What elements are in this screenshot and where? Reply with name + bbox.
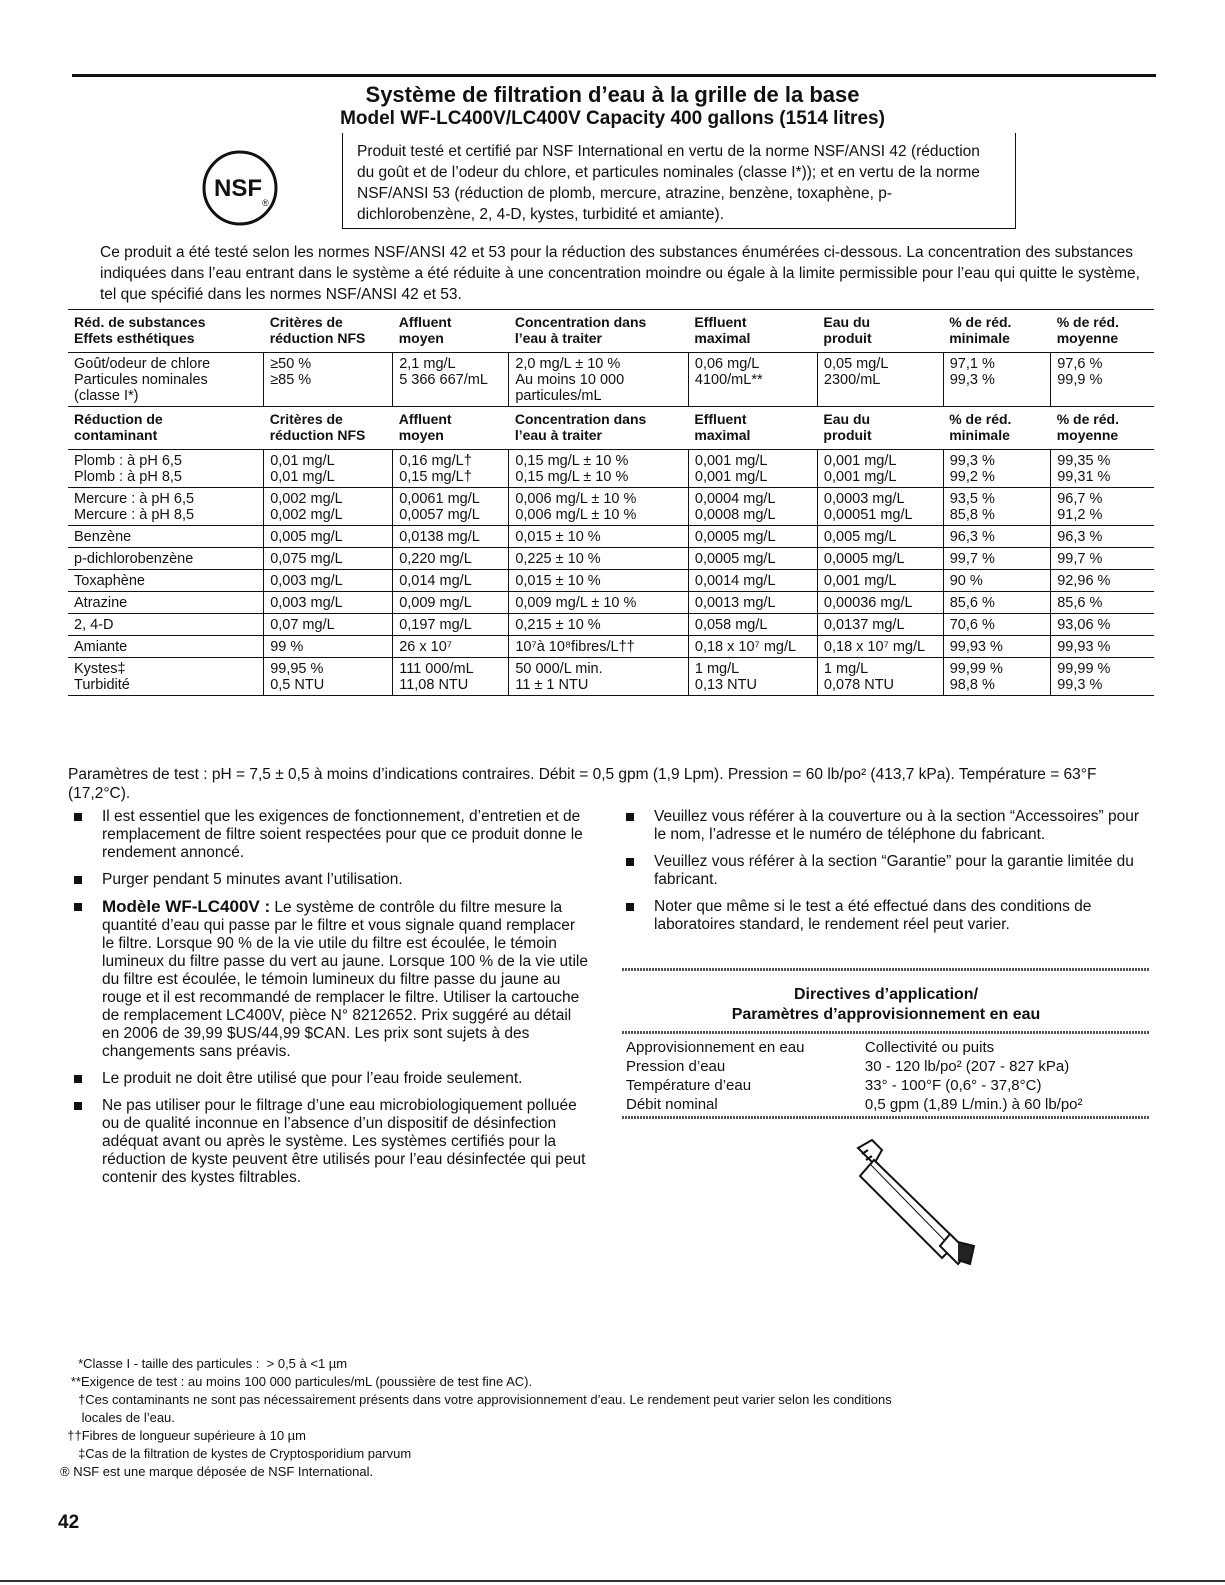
- table-row: [68, 614, 1154, 636]
- directive-label: Débit nominal: [626, 1096, 718, 1113]
- bullet-text: Noter que même si le test a été effectué dans des conditions de laboratoires standard, le rendement réel peut varier.: [654, 898, 1092, 933]
- list-item: [68, 1097, 590, 1187]
- bottom-rule: [0, 1580, 1225, 1582]
- table-cell: 99,3 % 99,2 %: [943, 450, 1051, 488]
- table-cell: 99 %: [264, 636, 393, 658]
- table-cell: 96,3 %: [943, 526, 1051, 548]
- table-cell: 0,0003 mg/L 0,00051 mg/L: [817, 488, 943, 526]
- table-row: [68, 526, 1154, 548]
- table-cell: Plomb : à pH 6,5 Plomb : à pH 8,5: [74, 453, 182, 485]
- list-item: [620, 898, 1150, 934]
- table-cell: 0,0061 mg/L 0,0057 mg/L: [393, 488, 509, 526]
- application-directives: [622, 968, 1150, 1119]
- table-cell: 0,005 mg/L: [264, 526, 393, 548]
- test-parameters: Paramètres de test : pH = 7,5 ± 0,5 à moins d’indications contraires. Débit = 0,5 gpm (1,9 Lpm). Pression = 60 lb/po² (413,7 kPa). Température = 63°F (17,2°C).: [68, 766, 1097, 802]
- table-cell: Goût/odeur de chlore Particules nominales (classe I*): [74, 356, 211, 404]
- column-header: Affluent moyen: [393, 310, 509, 353]
- directive-row: [622, 1095, 1150, 1114]
- nsf-logo-icon: [200, 148, 280, 228]
- table-cell: 99,7 %: [1051, 548, 1154, 570]
- table-cell: 0,225 ± 10 %: [509, 548, 689, 570]
- directive-label: Température d’eau: [626, 1077, 752, 1094]
- directive-row: [622, 1076, 1150, 1095]
- directive-row: [622, 1057, 1150, 1076]
- table-cell: 97,1 % 99,3 %: [943, 353, 1051, 407]
- divider: [622, 968, 1150, 971]
- column-header: % de réd. minimale: [943, 407, 1051, 450]
- divider: [622, 1116, 1150, 1119]
- model-label: Modèle WF-LC400V :: [102, 897, 271, 916]
- table-cell: 93,5 % 85,8 %: [943, 488, 1051, 526]
- table-cell: 0,0013 mg/L: [688, 592, 817, 614]
- table-cell: Toxaphène: [68, 570, 264, 592]
- table-row: [68, 450, 1154, 488]
- table-cell: 97,6 % 99,9 %: [1051, 353, 1154, 407]
- column-header: Concentration dans l’eau à traiter: [509, 407, 689, 450]
- page-number: 42: [58, 1512, 80, 1533]
- left-column: [68, 808, 590, 1196]
- table-cell: ≥50 % ≥85 %: [264, 353, 393, 407]
- bullet-text: Ne pas utiliser pour le filtrage d’une eau microbiologiquement polluée ou de qualité inconnue en l’absence d’un dispositif de désinfection adéquat avant ou après le système. Les systèmes certifiés pour la réduction de kyste peuvent être utilisés pour l’eau désinfectée qui peut contenir des kystes filtrables.: [102, 1097, 586, 1186]
- list-item: [68, 1070, 590, 1088]
- column-header: Eau du produit: [817, 310, 943, 353]
- page-subtitle: Model WF-LC400V/LC400V Capacity 400 gallons (1514 litres): [340, 108, 885, 129]
- column-header: Critères de réduction NFS: [264, 407, 393, 450]
- column-header: % de réd. moyenne: [1051, 407, 1154, 450]
- table-cell: 0,15 mg/L ± 10 % 0,15 mg/L ± 10 %: [509, 450, 689, 488]
- table-cell: 99,95 % 0,5 NTU: [264, 658, 393, 696]
- table-cell: 99,99 % 99,3 %: [1051, 658, 1154, 696]
- table-cell: 0,0005 mg/L: [688, 548, 817, 570]
- table-cell: 90 %: [943, 570, 1051, 592]
- table-row: [68, 636, 1154, 658]
- table-cell: 96,7 % 91,2 %: [1051, 488, 1154, 526]
- table-cell: 0,00036 mg/L: [817, 592, 943, 614]
- table-row: [68, 353, 1154, 407]
- list-item: [68, 898, 590, 1061]
- table-cell: 85,6 %: [1051, 592, 1154, 614]
- table-cell: 0,16 mg/L† 0,15 mg/L†: [393, 450, 509, 488]
- table-row: [68, 592, 1154, 614]
- table-cell: 0,0004 mg/L 0,0008 mg/L: [688, 488, 817, 526]
- table-cell: 0,18 x 10⁷ mg/L: [817, 636, 943, 658]
- table-cell: 93,06 %: [1051, 614, 1154, 636]
- table-cell: 0,003 mg/L: [264, 592, 393, 614]
- table-cell: 0,05 mg/L 2300/mL: [817, 353, 943, 407]
- table-cell: 0,058 mg/L: [688, 614, 817, 636]
- table-cell: 0,0005 mg/L: [688, 526, 817, 548]
- list-item: [620, 808, 1150, 844]
- table-cell: 0,07 mg/L: [264, 614, 393, 636]
- column-header: Réduction de contaminant: [68, 407, 264, 450]
- table-cell: Kystes‡ Turbidité: [68, 658, 264, 696]
- table-cell: 0,06 mg/L 4100/mL**: [688, 353, 817, 407]
- page-title: Système de filtration d’eau à la grille de la base: [365, 82, 860, 107]
- directives-title: Directives d’application/: [793, 986, 979, 1003]
- table-cell: 99,93 %: [943, 636, 1051, 658]
- table-cell: 0,0005 mg/L: [817, 548, 943, 570]
- bullet-text: Veuillez vous référer à la section “Garantie” pour la garantie limitée du fabricant.: [654, 853, 1134, 888]
- table-cell: 85,6 %: [943, 592, 1051, 614]
- bullet-text: Purger pendant 5 minutes avant l’utilisation.: [102, 871, 403, 888]
- aesthetic-header-row: [68, 310, 1154, 353]
- footnote: ® NSF est une marque déposée de NSF International.: [60, 1464, 374, 1479]
- column-header: Réd. de substances Effets esthétiques: [68, 310, 264, 353]
- table-cell: 2, 4-D: [68, 614, 264, 636]
- table-cell: Mercure : à pH 6,5 Mercure : à pH 8,5: [68, 488, 264, 526]
- directives-subtitle: Paramètres d’approvisionnement en eau: [731, 1006, 1041, 1023]
- certification-box: Produit testé et certifié par NSF International en vertu de la norme NSF/ANSI 42 (réduction du goût et de l’odeur du chlore, et particules nominales (classe I*)); et en vertu de la norme NSF/ANSI 53 (réduction de plomb, mercure, atrazine, benzène, toxaphène, p-dichlorobenzène, 2, 4-D, kystes, turbidité et amiante).: [342, 133, 1016, 229]
- table-row: [68, 570, 1154, 592]
- list-item: [68, 808, 590, 862]
- table-cell: 0,003 mg/L: [264, 570, 393, 592]
- table-cell: 111 000/mL 11,08 NTU: [393, 658, 509, 696]
- intro-paragraph: Ce produit a été testé selon les normes NSF/ANSI 42 et 53 pour la réduction des substances énumérées ci-dessous. La concentration des substances indiquées dans l’eau entrant dans le système a été réduite à une concentration moindre ou égale à la limite permissible pour l’eau qui quitte le système, tel que spécifié dans les normes NSF/ANSI 42 et 53.: [100, 244, 1140, 303]
- table-row: [68, 658, 1154, 696]
- bullet-text: Le système de contrôle du filtre mesure la quantité d’eau qui passe par le filtre et vous signale quand remplacer le filtre. Lorsque 90 % de la vie utile du filtre est écoulée, le témoin lumineux du filtre passe du vert au jaune. Lorsque 100 % de la vie utile du filtre est écoulée, le témoin lumineux du filtre passe du jaune au rouge et il est recommandé de remplacer le filtre. Utiliser la cartouche de remplacement LC400V, pièce N° 8212652. Prix suggéré au détail en 2006 de 39,99 $US/44,99 $CAN. Les prix sont sujets à des changements sans préavis.: [102, 899, 588, 1060]
- table-cell: 0,009 mg/L ± 10 %: [509, 592, 689, 614]
- table-cell: 26 x 10⁷: [393, 636, 509, 658]
- table-cell: 0,015 ± 10 %: [509, 570, 689, 592]
- footnote: *Classe I - taille des particules : > 0,5 à <1 µm: [60, 1356, 348, 1371]
- table-cell: 0,0137 mg/L: [817, 614, 943, 636]
- substances-table: [68, 309, 1154, 696]
- column-header: % de réd. minimale: [943, 310, 1051, 353]
- table-cell: 0,0138 mg/L: [393, 526, 509, 548]
- filter-cartridge-icon: [840, 1130, 990, 1280]
- column-header: Affluent moyen: [393, 407, 509, 450]
- table-cell: 0,005 mg/L: [817, 526, 943, 548]
- column-header: % de réd. moyenne: [1051, 310, 1154, 353]
- table-cell: 0,01 mg/L 0,01 mg/L: [264, 450, 393, 488]
- table-cell: 0,075 mg/L: [264, 548, 393, 570]
- table-row: [68, 548, 1154, 570]
- table-cell: 0,015 ± 10 %: [509, 526, 689, 548]
- footnotes: [60, 1355, 1160, 1481]
- directive-row: [622, 1038, 1150, 1057]
- table-cell: 0,014 mg/L: [393, 570, 509, 592]
- table-cell: 99,99 % 98,8 %: [943, 658, 1051, 696]
- column-header: Effluent maximal: [688, 310, 817, 353]
- table-cell: 0,006 mg/L ± 10 % 0,006 mg/L ± 10 %: [509, 488, 689, 526]
- right-column: [620, 808, 1150, 943]
- table-cell: Benzène: [68, 526, 264, 548]
- footnote: ‡Cas de la filtration de kystes de Cryptosporidium parvum: [60, 1446, 412, 1461]
- directive-value: Collectivité ou puits: [864, 1039, 995, 1056]
- table-cell: 1 mg/L 0,13 NTU: [688, 658, 817, 696]
- column-header: Critères de réduction NFS: [264, 310, 393, 353]
- directive-value: 30 - 120 lb/po² (207 - 827 kPa): [864, 1058, 1070, 1075]
- table-cell: 0,001 mg/L: [817, 570, 943, 592]
- table-cell: 0,001 mg/L 0,001 mg/L: [817, 450, 943, 488]
- table-row: [68, 488, 1154, 526]
- table-cell: 50 000/L min. 11 ± 1 NTU: [509, 658, 689, 696]
- table-cell: 0,002 mg/L 0,002 mg/L: [264, 488, 393, 526]
- directive-label: Pression d’eau: [626, 1058, 726, 1075]
- column-header: Effluent maximal: [688, 407, 817, 450]
- bullet-text: Veuillez vous référer à la couverture ou à la section “Accessoires” pour le nom, l’adresse et le numéro de téléphone du fabricant.: [654, 808, 1140, 843]
- footnote: ††Fibres de longueur supérieure à 10 µm: [60, 1428, 306, 1443]
- table-cell: 0,0014 mg/L: [688, 570, 817, 592]
- divider: [622, 1031, 1150, 1034]
- list-item: [68, 871, 590, 889]
- table-cell: 2,0 mg/L ± 10 % Au moins 10 000 particules/mL: [509, 353, 689, 407]
- table-cell: 0,197 mg/L: [393, 614, 509, 636]
- table-cell: Atrazine: [68, 592, 264, 614]
- table-cell: Amiante: [68, 636, 264, 658]
- table-cell: 0,220 mg/L: [393, 548, 509, 570]
- table-cell: 0,18 x 10⁷ mg/L: [688, 636, 817, 658]
- nsf-logo-text: NSF: [214, 175, 262, 202]
- column-header: Concentration dans l’eau à traiter: [509, 310, 689, 353]
- bullet-text: Le produit ne doit être utilisé que pour l’eau froide seulement.: [102, 1070, 523, 1087]
- top-rule: [72, 74, 1156, 77]
- table-cell: 0,001 mg/L 0,001 mg/L: [688, 450, 817, 488]
- footnote: **Exigence de test : au moins 100 000 particules/mL (poussière de test fine AC).: [60, 1374, 533, 1389]
- footnote: †Ces contaminants ne sont pas nécessairement présents dans votre approvisionnement d’eau. Le rendement peut varier selon les conditions locales de l’eau.: [78, 1392, 892, 1425]
- directive-label: Approvisionnement en eau: [626, 1039, 805, 1056]
- table-cell: 1 mg/L 0,078 NTU: [817, 658, 943, 696]
- table-cell: 0,215 ± 10 %: [509, 614, 689, 636]
- directive-value: 0,5 gpm (1,89 L/min.) à 60 lb/po²: [864, 1096, 1083, 1113]
- column-header: Eau du produit: [817, 407, 943, 450]
- directive-value: 33° - 100°F (0,6° - 37,8°C): [864, 1077, 1042, 1094]
- table-cell: 99,93 %: [1051, 636, 1154, 658]
- table-cell: 0,009 mg/L: [393, 592, 509, 614]
- table-cell: 10⁷à 10⁸fibres/L††: [509, 636, 689, 658]
- table-cell: 92,96 %: [1051, 570, 1154, 592]
- table-cell: 99,35 % 99,31 %: [1051, 450, 1154, 488]
- table-cell: p-dichlorobenzène: [68, 548, 264, 570]
- table-cell: 70,6 %: [943, 614, 1051, 636]
- contaminant-header-row: [68, 407, 1154, 450]
- bullet-text: Il est essentiel que les exigences de fonctionnement, d’entretien et de remplacement de filtre soient respectées pour que ce produit donne le rendement annoncé.: [102, 808, 583, 861]
- svg-text:®: ®: [262, 198, 269, 208]
- table-cell: 96,3 %: [1051, 526, 1154, 548]
- table-cell: 2,1 mg/L 5 366 667/mL: [393, 353, 509, 407]
- directives-table: [622, 1038, 1150, 1114]
- table-cell: 99,7 %: [943, 548, 1051, 570]
- list-item: [620, 853, 1150, 889]
